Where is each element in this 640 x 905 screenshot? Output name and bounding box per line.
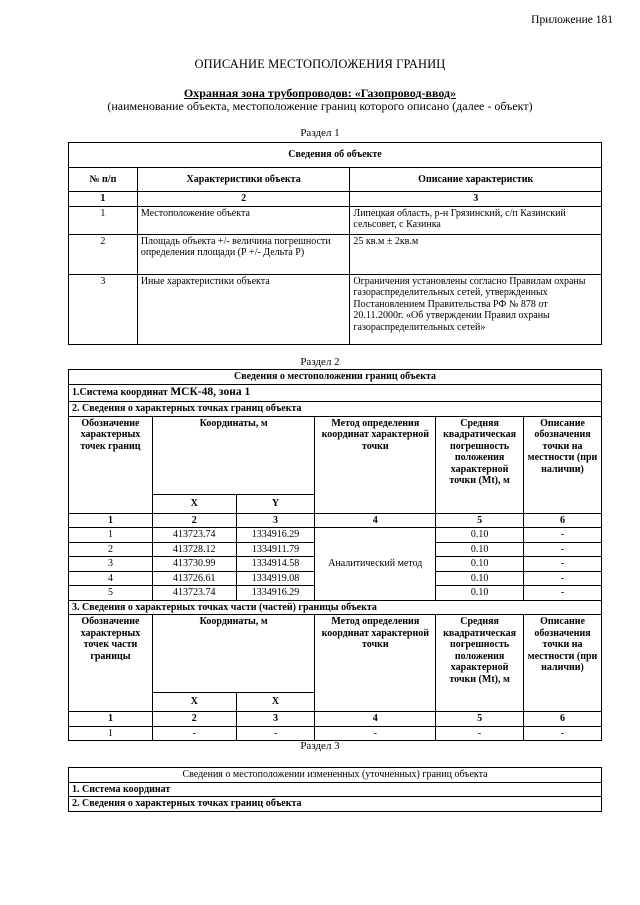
col-number: 4 [315, 513, 436, 528]
col-header-method: Метод определения координат характерной точки [315, 416, 436, 513]
point-description: - [524, 586, 602, 601]
point-y: 1334916.29 [236, 586, 315, 601]
point-accuracy: 0.10 [436, 557, 524, 572]
coordinate-system-row [69, 385, 602, 402]
col-header-coords: Координаты, м [152, 615, 315, 693]
table-row [69, 234, 602, 274]
col-number: 2 [137, 192, 350, 207]
section1-table [68, 142, 602, 345]
table-row [69, 274, 602, 344]
document-title: ОПИСАНИЕ МЕСТОПОЛОЖЕНИЯ ГРАНИЦ [194, 57, 446, 71]
part-point-method: - [315, 726, 436, 741]
section2-table [68, 369, 602, 741]
point-x: 413723.74 [152, 528, 236, 543]
col-header-part-point: Обозначение характерных точек части границы [69, 615, 153, 712]
point-description: - [524, 571, 602, 586]
col-number: 5 [436, 712, 524, 727]
section2-header: Сведения о местоположении границ объекта [69, 370, 602, 385]
part-point-number: 1 [69, 726, 153, 741]
col-number: 4 [315, 712, 436, 727]
point-number: 5 [69, 586, 153, 601]
point-x: 413728.12 [152, 542, 236, 557]
col-number: 2 [152, 513, 236, 528]
part-point-x: - [152, 726, 236, 741]
table-row [69, 726, 602, 741]
col-header-num: № п/п [69, 168, 138, 192]
table-row [69, 206, 602, 234]
point-description: - [524, 557, 602, 572]
point-number: 3 [69, 557, 153, 572]
point-x: 413726.61 [152, 571, 236, 586]
point-y: 1334916.29 [236, 528, 315, 543]
col-number: 1 [69, 712, 153, 727]
col-number: 2 [152, 712, 236, 727]
point-number: 2 [69, 542, 153, 557]
part-points-title: 3. Сведения о характерных точках части (частей) границы объекта [69, 600, 602, 615]
col-header-y: X [236, 693, 315, 712]
row-number: 3 [69, 274, 138, 344]
point-description: - [524, 542, 602, 557]
col-header-location-desc: Описание обозначения точки на местности (при наличии) [524, 615, 602, 712]
col-number: 3 [236, 712, 315, 727]
point-accuracy: 0.10 [436, 528, 524, 543]
part-point-accuracy: - [436, 726, 524, 741]
point-x: 413723.74 [152, 586, 236, 601]
row-number: 1 [69, 206, 138, 234]
col-header-characteristic: Характеристики объекта [137, 168, 350, 192]
point-description: - [524, 528, 602, 543]
row-value: Ограничения установлены согласно Правилам охраны газораспределительных сетей, утвержденных Постановлением Правительства РФ № 878 от 20.11.2000г. «Об утверждении Правил охраны газораспределительных сетей» [350, 274, 602, 344]
col-number: 6 [524, 513, 602, 528]
section2-label: Раздел 2 [300, 356, 340, 368]
col-header-coords: Координаты, м [152, 416, 315, 494]
point-accuracy: 0.10 [436, 571, 524, 586]
section1-header: Сведения об объекте [69, 143, 602, 168]
point-number: 4 [69, 571, 153, 586]
col-header-method: Метод определения координат характерной точки [315, 615, 436, 712]
part-point-y: - [236, 726, 315, 741]
col-header-x: X [152, 693, 236, 712]
point-accuracy: 0.10 [436, 542, 524, 557]
coordinate-system-name: МСК-48, зона 1 [170, 386, 251, 398]
object-subtitle: (наименование объекта, местоположение границ которого описано (далее - объект) [107, 99, 533, 113]
section3-table [68, 767, 602, 812]
col-number: 3 [350, 192, 602, 207]
point-y: 1334914.58 [236, 557, 315, 572]
point-number: 1 [69, 528, 153, 543]
row-characteristic: Площадь объекта +/- величина погрешности определения площади (Р +/- Дельта Р) [137, 234, 350, 274]
point-x: 413730.99 [152, 557, 236, 572]
col-header-point: Обозначение характерных точек границ [69, 416, 153, 513]
row-value: 25 кв.м ± 2кв.м [350, 234, 602, 274]
coordinate-system-label: 1.Система координат [72, 387, 171, 398]
col-header-x: X [152, 494, 236, 513]
col-header-y: Y [236, 494, 315, 513]
col-header-description: Описание характеристик [350, 168, 602, 192]
section3-label: Раздел 3 [300, 740, 340, 752]
col-header-accuracy: Средняя квадратическая погрешность положения характерной точки (Mt), м [436, 416, 524, 513]
point-y: 1334911.79 [236, 542, 315, 557]
row-value: Липецкая область, р-н Грязинский, с/п Казинский сельсовет, с Казинка [350, 206, 602, 234]
col-header-accuracy: Средняя квадратическая погрешность положения характерной точки (Mt), м [436, 615, 524, 712]
section3-coordinate-system: 1. Система координат [69, 782, 602, 797]
col-header-location-desc: Описание обозначения точки на местности (при наличии) [524, 416, 602, 513]
col-number: 1 [69, 513, 153, 528]
row-characteristic: Иные характеристики объекта [137, 274, 350, 344]
col-number: 3 [236, 513, 315, 528]
section3-header: Сведения о местоположении измененных (уточненных) границ объекта [69, 768, 602, 783]
points-title: 2. Сведения о характерных точках границ объекта [69, 402, 602, 417]
col-number: 6 [524, 712, 602, 727]
col-number: 5 [436, 513, 524, 528]
object-name: «Газопровод-ввод» [354, 86, 457, 100]
row-characteristic: Местоположение объекта [137, 206, 350, 234]
method-cell: Аналитический метод [315, 528, 436, 601]
col-number: 1 [69, 192, 138, 207]
part-point-description: - [524, 726, 602, 741]
point-y: 1334919.08 [236, 571, 315, 586]
section3-points-title: 2. Сведения о характерных точках границ объекта [69, 797, 602, 812]
zone-label: Охранная зона трубопроводов: [183, 86, 352, 100]
section1-label: Раздел 1 [300, 127, 340, 139]
point-accuracy: 0.10 [436, 586, 524, 601]
row-number: 2 [69, 234, 138, 274]
table-row [69, 528, 602, 543]
appendix-number: Приложение 181 [531, 14, 613, 26]
